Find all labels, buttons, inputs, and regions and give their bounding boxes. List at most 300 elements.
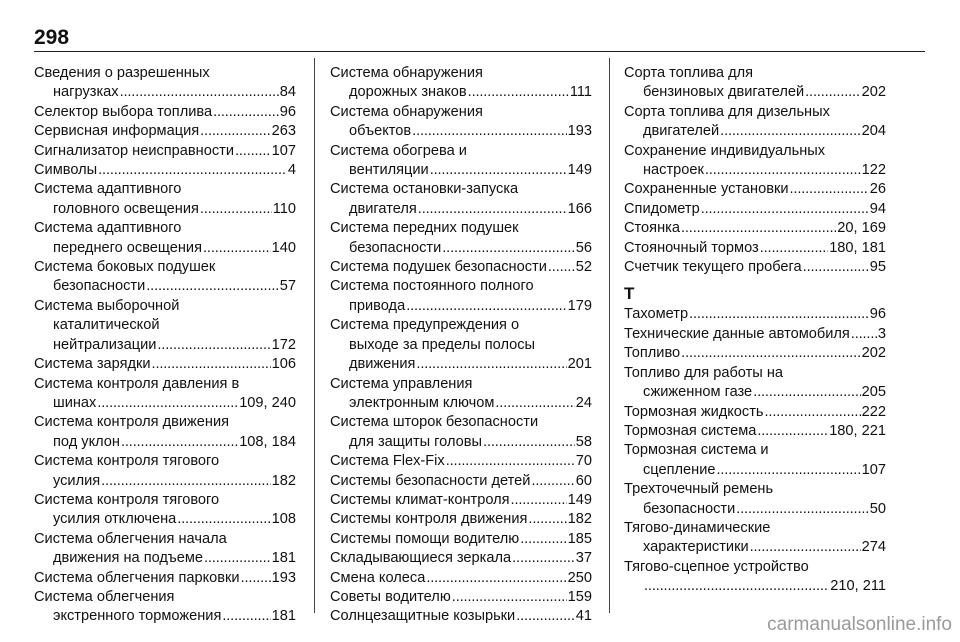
page-reference[interactable]: 193 [567, 123, 592, 140]
index-entry [330, 180, 592, 219]
dot-leader [851, 325, 877, 344]
dot-leader [705, 161, 861, 180]
index-term: Символы [34, 162, 98, 179]
page-reference[interactable]: 20, 169 [837, 220, 886, 237]
index-entry-line [330, 355, 592, 374]
dot-leader [430, 161, 567, 180]
page-reference[interactable]: 140 [271, 239, 296, 256]
index-term: Система контроля тягового [34, 491, 220, 508]
page-reference[interactable]: 182 [271, 472, 296, 489]
index-entry [624, 558, 886, 597]
index-term: Тормозная система [624, 422, 757, 439]
index-entry [624, 239, 886, 258]
index-term: безопасности [643, 500, 736, 517]
page-reference[interactable]: 201 [567, 356, 592, 373]
index-term: Сведения о разрешенных [34, 65, 210, 81]
page-reference[interactable]: 250 [567, 569, 592, 586]
index-entry-line [330, 200, 592, 219]
index-letter-heading: Т [624, 284, 635, 304]
index-entry-line [34, 336, 296, 355]
page-reference[interactable]: 166 [567, 200, 592, 217]
dot-leader [241, 569, 271, 588]
page-reference[interactable]: 96 [279, 103, 296, 120]
column-divider [609, 58, 610, 613]
dot-leader [446, 452, 575, 471]
index-entry-line [330, 239, 592, 258]
page-reference[interactable]: 181 [271, 608, 296, 625]
index-entry-line [34, 219, 296, 238]
index-entry-line [624, 422, 886, 441]
index-term: Тахометр [624, 306, 689, 323]
index-entry-line [624, 258, 886, 277]
index-entry [330, 103, 592, 142]
page-reference[interactable]: 56 [575, 239, 592, 256]
dot-leader [716, 461, 860, 480]
dot-leader [548, 258, 575, 277]
index-entry-line [330, 316, 592, 335]
index-term: Система контроля давления в [34, 375, 240, 392]
index-entry [34, 452, 296, 491]
dot-leader [720, 122, 860, 141]
page-reference[interactable]: 179 [567, 297, 592, 314]
index-term: Система адаптивного [34, 181, 182, 198]
index-entry [330, 607, 592, 626]
index-term: Топливо [624, 345, 681, 362]
dot-leader [222, 607, 270, 626]
dot-leader [689, 305, 869, 324]
index-entry-line [624, 403, 886, 422]
index-term: Система обнаружения [330, 103, 483, 120]
page-reference[interactable]: 24 [575, 394, 592, 411]
index-term: Система облегчения начала [34, 530, 227, 547]
page-reference[interactable]: 52 [575, 259, 592, 276]
index-term: дорожных знаков [349, 84, 467, 101]
dot-leader [177, 510, 270, 529]
index-entry-line [34, 64, 296, 83]
index-entry [34, 530, 296, 569]
index-entry-line [34, 258, 296, 277]
index-term: каталитической [53, 317, 160, 334]
index-entry-line [624, 239, 886, 258]
index-entry [624, 364, 886, 403]
index-entry-line [34, 452, 296, 471]
index-entry [330, 452, 592, 471]
index-entry-line [34, 83, 296, 102]
index-term: Система облегчения парковки [34, 569, 240, 586]
index-entry [330, 64, 592, 103]
index-term: шинах [53, 394, 97, 411]
page-reference[interactable]: 95 [869, 259, 886, 276]
index-entry-line [330, 219, 592, 238]
index-term: Система передних подушек [330, 220, 519, 237]
dot-leader [121, 433, 238, 452]
dot-leader [98, 161, 287, 180]
dot-leader [452, 588, 567, 607]
page-reference[interactable]: 70 [575, 453, 592, 470]
index-term: Счетчик текущего пробега [624, 259, 802, 276]
index-entry [34, 103, 296, 122]
index-term: Тормозная жидкость [624, 403, 764, 420]
index-term: Тягово-сцепное устройство [624, 558, 809, 575]
index-entry-line [34, 607, 296, 626]
page-reference[interactable]: 4 [287, 162, 296, 179]
index-term: Системы климат-контроля [330, 491, 510, 508]
index-entry-line [624, 538, 886, 557]
dot-leader [790, 180, 869, 199]
index-entry-line [330, 277, 592, 296]
index-term: Смена колеса [330, 569, 426, 586]
index-entry [624, 403, 886, 422]
index-entry [330, 142, 592, 181]
page-reference[interactable]: 108, 184 [239, 433, 296, 450]
index-term: настроек [643, 162, 704, 179]
index-entry-line [624, 480, 886, 499]
page-reference[interactable]: 94 [869, 200, 886, 217]
index-term: Системы контроля движения [330, 511, 528, 528]
index-entry-line [330, 491, 592, 510]
index-entry-line [624, 305, 886, 324]
index-entry-line [330, 180, 592, 199]
dot-leader [531, 472, 574, 491]
index-term: выходе за пределы полосы [349, 336, 536, 353]
index-term: бензиновых двигателей [643, 84, 805, 101]
index-entry-line [624, 364, 886, 383]
index-term: безопасности [53, 278, 146, 295]
page-number: 298 [34, 26, 70, 49]
index-entry [624, 142, 886, 181]
index-entry [330, 510, 592, 529]
page-reference[interactable]: 41 [575, 608, 592, 625]
index-term: нейтрализации [53, 336, 157, 353]
index-entry [624, 305, 886, 324]
dot-leader [200, 122, 271, 141]
index-term: для защиты головы [349, 433, 483, 450]
dot-leader [760, 239, 828, 258]
index-term: Топливо для работы на [624, 364, 783, 381]
index-entry-line [330, 569, 592, 588]
index-term: Солнцезащитные козырьки [330, 608, 516, 625]
index-term: Система боковых подушек [34, 259, 216, 276]
index-entry-line [34, 569, 296, 588]
dot-leader [511, 491, 567, 510]
index-entry-line [34, 355, 296, 374]
index-column-2 [330, 64, 592, 627]
index-term: электронным ключом [349, 394, 495, 411]
index-entry-line [330, 549, 592, 568]
index-entry-line [624, 180, 886, 199]
index-entry [34, 297, 296, 355]
index-entry-line [34, 316, 296, 335]
index-term: Система обнаружения [330, 65, 483, 81]
index-entry-line [624, 577, 886, 596]
index-term: нагрузках [53, 84, 119, 101]
index-entry [330, 316, 592, 374]
dot-leader [644, 577, 829, 596]
page-reference[interactable]: 263 [271, 123, 296, 140]
index-entry-line [330, 375, 592, 394]
index-entry-line [34, 200, 296, 219]
dot-leader [235, 142, 271, 161]
index-entry-line [330, 297, 592, 316]
page-reference[interactable]: 182 [567, 511, 592, 528]
page-reference[interactable]: 108 [271, 511, 296, 528]
dot-leader [681, 344, 860, 363]
index-entry [624, 258, 886, 277]
dot-leader [204, 549, 271, 568]
index-entry [34, 122, 296, 141]
watermark: carmanualsonline.info [767, 614, 952, 635]
index-term: Система предупреждения о [330, 317, 520, 334]
index-entry-line [624, 519, 886, 538]
index-term: усилия отключена [53, 511, 177, 528]
index-entry-line [624, 325, 886, 344]
index-term: Спидометр [624, 200, 700, 217]
index-entry [624, 219, 886, 238]
index-entry-line [624, 558, 886, 577]
index-term: Система постоянного полного [330, 278, 534, 295]
page-reference[interactable]: 180, 221 [829, 422, 886, 439]
index-entry-line [34, 588, 296, 607]
dot-leader [203, 239, 271, 258]
index-entry [624, 200, 886, 219]
index-term: Система подушек безопасности [330, 259, 547, 276]
page-reference[interactable]: 50 [869, 500, 886, 517]
index-entry-line [34, 433, 296, 452]
dot-leader [101, 472, 270, 491]
dot-leader [520, 530, 566, 549]
index-entry [34, 491, 296, 530]
index-entry-line [330, 413, 592, 432]
index-entry-line [34, 142, 296, 161]
page-reference[interactable]: 210, 211 [830, 578, 886, 595]
index-entry [624, 325, 886, 344]
index-term: Система зарядки [34, 356, 151, 373]
index-entry [330, 219, 592, 258]
index-term: двигателя [349, 200, 417, 217]
index-term: усилия [53, 472, 101, 489]
index-entry [34, 569, 296, 588]
dot-leader [97, 394, 238, 413]
index-term: под уклон [53, 433, 120, 450]
index-entry [624, 422, 886, 441]
page-reference[interactable]: 180, 181 [829, 239, 886, 256]
index-entry-line [624, 441, 886, 460]
index-term: сцепление [643, 461, 716, 478]
dot-leader [701, 200, 869, 219]
dot-leader [200, 200, 272, 219]
column-divider [314, 58, 315, 613]
index-entry [330, 569, 592, 588]
dot-leader [805, 83, 861, 102]
dot-leader [406, 297, 566, 316]
index-entry-line [624, 461, 886, 480]
index-entry [624, 344, 886, 363]
page-reference[interactable]: 58 [575, 433, 592, 450]
dot-leader [120, 83, 279, 102]
index-entry-line [34, 549, 296, 568]
page-reference[interactable]: 193 [271, 569, 296, 586]
page-reference[interactable]: 109, 240 [239, 394, 296, 411]
index-term: переднего освещения [53, 239, 202, 256]
page-reference[interactable]: 172 [271, 336, 296, 353]
page-reference[interactable]: 37 [575, 550, 592, 567]
dot-leader [146, 277, 279, 296]
index-term: Системы помощи водителю [330, 530, 520, 547]
index-term: характеристики [643, 539, 749, 556]
index-entry-line [34, 297, 296, 316]
index-entry [34, 64, 296, 103]
index-term: безопасности [349, 239, 442, 256]
page-reference[interactable]: 205 [861, 384, 886, 401]
index-entry-line [624, 500, 886, 519]
index-entry-line [624, 64, 886, 83]
index-entry-line [330, 336, 592, 355]
index-entry [330, 530, 592, 549]
index-term: Советы водителю [330, 588, 451, 605]
page-reference[interactable]: 222 [861, 403, 886, 420]
dot-leader [681, 219, 836, 238]
index-entry-line [330, 64, 592, 83]
index-entry-line [624, 83, 886, 102]
dot-leader [412, 122, 566, 141]
page-reference[interactable]: 111 [569, 84, 592, 101]
index-term: Тягово-динамические [624, 519, 771, 536]
index-entry-line [34, 180, 296, 199]
index-entry-line [330, 510, 592, 529]
page-reference[interactable]: 107 [861, 461, 886, 478]
page-reference[interactable]: 202 [861, 345, 886, 362]
index-entry-line [624, 142, 886, 161]
dot-leader [416, 355, 566, 374]
index-entry [330, 549, 592, 568]
index-term: Трехточечный ремень [624, 481, 774, 498]
dot-leader [418, 200, 567, 219]
index-entry-line [330, 530, 592, 549]
index-entry [330, 491, 592, 510]
index-term: Система остановки-запуска [330, 181, 519, 198]
index-entry-line [34, 394, 296, 413]
index-entry [34, 258, 296, 297]
index-term: вентиляции [349, 162, 429, 179]
index-entry [624, 64, 886, 103]
dot-leader [157, 336, 270, 355]
dot-leader [483, 433, 575, 452]
index-term: Система Flex-Fix [330, 453, 445, 470]
dot-leader [152, 355, 271, 374]
page-reference[interactable]: 26 [869, 181, 886, 198]
index-entry-line [624, 219, 886, 238]
index-entry [624, 480, 886, 519]
index-entry-line [330, 607, 592, 626]
index-term: Складывающиеся зеркала [330, 550, 512, 567]
index-entry-line [624, 344, 886, 363]
index-term: Системы безопасности детей [330, 472, 531, 489]
dot-leader [765, 403, 861, 422]
index-entry-line [330, 122, 592, 141]
index-term: Система контроля движения [34, 414, 230, 431]
index-term: Система облегчения [34, 588, 175, 605]
index-entry-line [624, 103, 886, 122]
index-term: Система управления [330, 375, 473, 392]
index-term: Сорта топлива для [624, 65, 754, 81]
page-reference[interactable]: 106 [271, 356, 296, 373]
index-term: двигателей [643, 123, 720, 140]
index-entry [624, 441, 886, 480]
index-entry-line [330, 258, 592, 277]
index-term: Система выборочной [34, 297, 180, 314]
index-entry-line [624, 383, 886, 402]
index-entry [34, 375, 296, 414]
page-reference[interactable]: 202 [861, 84, 886, 101]
index-entry-line [624, 122, 886, 141]
page-reference[interactable]: 107 [271, 142, 296, 159]
index-entry-line [34, 161, 296, 180]
index-term: экстренного торможения [53, 608, 222, 625]
page-reference[interactable]: 159 [567, 588, 592, 605]
index-entry-line [34, 472, 296, 491]
page-reference[interactable]: 57 [279, 278, 296, 295]
index-entry [624, 519, 886, 558]
page-reference[interactable]: 60 [575, 472, 592, 489]
page-reference[interactable]: 204 [861, 123, 886, 140]
index-entry [34, 142, 296, 161]
index-term: Селектор выбора топлива [34, 103, 213, 120]
dot-leader [803, 258, 869, 277]
page-reference[interactable]: 3 [877, 325, 886, 342]
index-entry [330, 588, 592, 607]
index-entry [624, 180, 886, 199]
dot-leader [442, 239, 575, 258]
header-rule [34, 51, 925, 52]
dot-leader [426, 569, 566, 588]
index-term: Технические данные автомобиля [624, 325, 850, 342]
index-entry-line [34, 103, 296, 122]
index-column-1 [34, 64, 296, 627]
page-reference[interactable]: 122 [861, 162, 886, 179]
dot-leader [516, 607, 575, 626]
index-entry [330, 375, 592, 414]
index-term: Система контроля тягового [34, 453, 220, 470]
page-reference[interactable]: 274 [861, 539, 886, 556]
page-reference[interactable]: 149 [567, 162, 592, 179]
index-entry [34, 413, 296, 452]
page-reference[interactable]: 110 [272, 200, 296, 217]
index-entry [330, 472, 592, 491]
index-entry-line [330, 452, 592, 471]
index-term: Сохраненные установки [624, 181, 789, 198]
index-term: головного освещения [53, 200, 199, 217]
page-reference[interactable]: 181 [271, 550, 296, 567]
index-entry [34, 161, 296, 180]
index-term: Сигнализатор неисправности [34, 142, 234, 159]
page-reference[interactable]: 96 [869, 306, 886, 323]
page-reference[interactable]: 84 [279, 84, 296, 101]
index-term: сжиженном газе [643, 384, 753, 401]
index-term: Сорта топлива для дизельных [624, 103, 830, 120]
index-entry-line [330, 161, 592, 180]
index-entry-line [330, 142, 592, 161]
index-term: Система шторок безопасности [330, 414, 539, 431]
index-term: движения [349, 356, 416, 373]
page-reference[interactable]: 149 [567, 491, 592, 508]
index-term: Тормозная система и [624, 442, 769, 459]
page-reference[interactable]: 185 [567, 530, 592, 547]
dot-leader [495, 394, 574, 413]
index-term: Система адаптивного [34, 220, 182, 237]
dot-leader [736, 500, 869, 519]
index-entry [34, 219, 296, 258]
dot-leader [757, 422, 828, 441]
